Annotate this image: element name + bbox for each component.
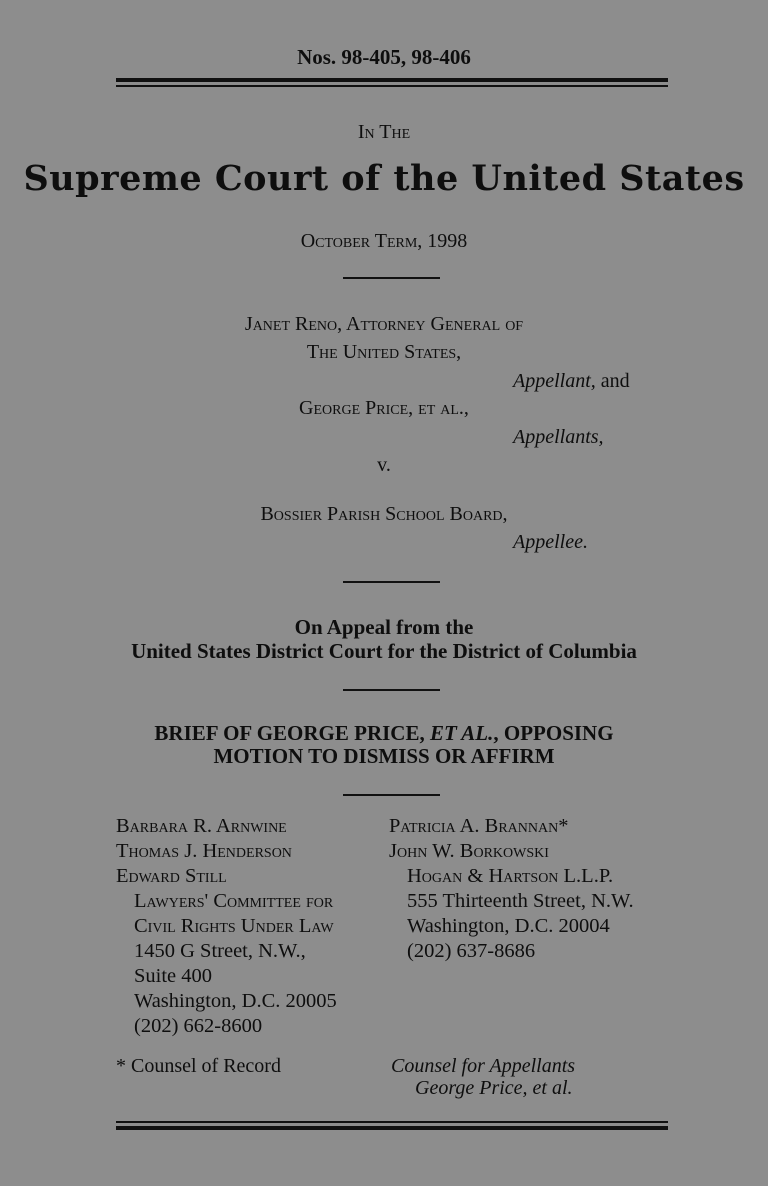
separator-rule-1 xyxy=(343,277,440,279)
party-line-3: George Price, et al., xyxy=(299,397,469,419)
role-appellant xyxy=(513,370,630,393)
counsel-left-line: Thomas J. Henderson xyxy=(116,840,292,862)
separator-rule-4 xyxy=(343,794,440,796)
brief-title-part-a: BRIEF OF GEORGE PRICE, xyxy=(154,721,430,745)
bottom-rule-thick xyxy=(116,1126,668,1130)
counsel-left-column xyxy=(116,814,337,1039)
counsel-right-line: John W. Borkowski xyxy=(389,840,549,862)
counsel-left-line: Barbara R. Arnwine xyxy=(116,815,287,837)
top-rule-thick xyxy=(116,78,668,82)
counsel-left-line: Lawyers' Committee for xyxy=(134,890,334,912)
in-the-label: In The xyxy=(357,121,411,143)
term: October Term, 1998 xyxy=(300,230,468,252)
counsel-left-line: Suite 400 xyxy=(134,965,213,987)
counsel-for-line-2: George Price, et al. xyxy=(415,1077,573,1099)
versus: v. xyxy=(377,454,391,476)
bottom-rule-thin xyxy=(116,1121,668,1123)
separator-rule-3 xyxy=(343,689,440,691)
counsel-for-line-1: Counsel for Appellants xyxy=(391,1055,576,1077)
brief-title-part-c: , OPPOSING xyxy=(493,721,614,745)
counsel-right-line: (202) 637-8686 xyxy=(407,940,536,962)
party-line-1: Janet Reno, Attorney General of xyxy=(244,313,524,335)
brief-title-line-2: MOTION TO DISMISS OR AFFIRM xyxy=(213,744,555,768)
party-line-4: Bossier Parish School Board, xyxy=(260,503,508,525)
court-name: Supreme Court of the United States xyxy=(23,158,745,199)
party-line-2: The United States, xyxy=(306,341,462,363)
docket-number: Nos. 98-405, 98-406 xyxy=(297,45,471,69)
counsel-left-line: Washington, D.C. 20005 xyxy=(134,990,337,1012)
role-and-text: and xyxy=(600,370,630,392)
counsel-right-line: Washington, D.C. 20004 xyxy=(407,915,610,937)
top-rule-thin xyxy=(116,85,668,87)
separator-rule-2 xyxy=(343,581,440,583)
counsel-left-line: 1450 G Street, N.W., xyxy=(134,940,306,962)
counsel-left-line: Civil Rights Under Law xyxy=(134,915,334,937)
counsel-right-line: Hogan & Hartson L.L.P. xyxy=(407,865,614,887)
role-appellants: Appellants, xyxy=(513,426,604,448)
appeal-line-1: On Appeal from the xyxy=(294,615,474,639)
counsel-left-line: (202) 662-8600 xyxy=(134,1015,263,1037)
counsel-right-line: Patricia A. Brannan* xyxy=(389,815,569,837)
appeal-line-2: United States District Court for the District of Columbia xyxy=(131,639,637,663)
counsel-of-record-note: * Counsel of Record xyxy=(116,1055,281,1077)
counsel-right-line: 555 Thirteenth Street, N.W. xyxy=(407,890,634,912)
counsel-right-column xyxy=(389,814,634,964)
counsel-left-line: Edward Still xyxy=(116,865,227,887)
role-appellee: Appellee. xyxy=(513,531,588,553)
brief-title-line-1 xyxy=(0,721,768,746)
brief-title-part-b: ET AL. xyxy=(429,721,494,745)
role-appellant-text: Appellant, xyxy=(513,370,596,392)
